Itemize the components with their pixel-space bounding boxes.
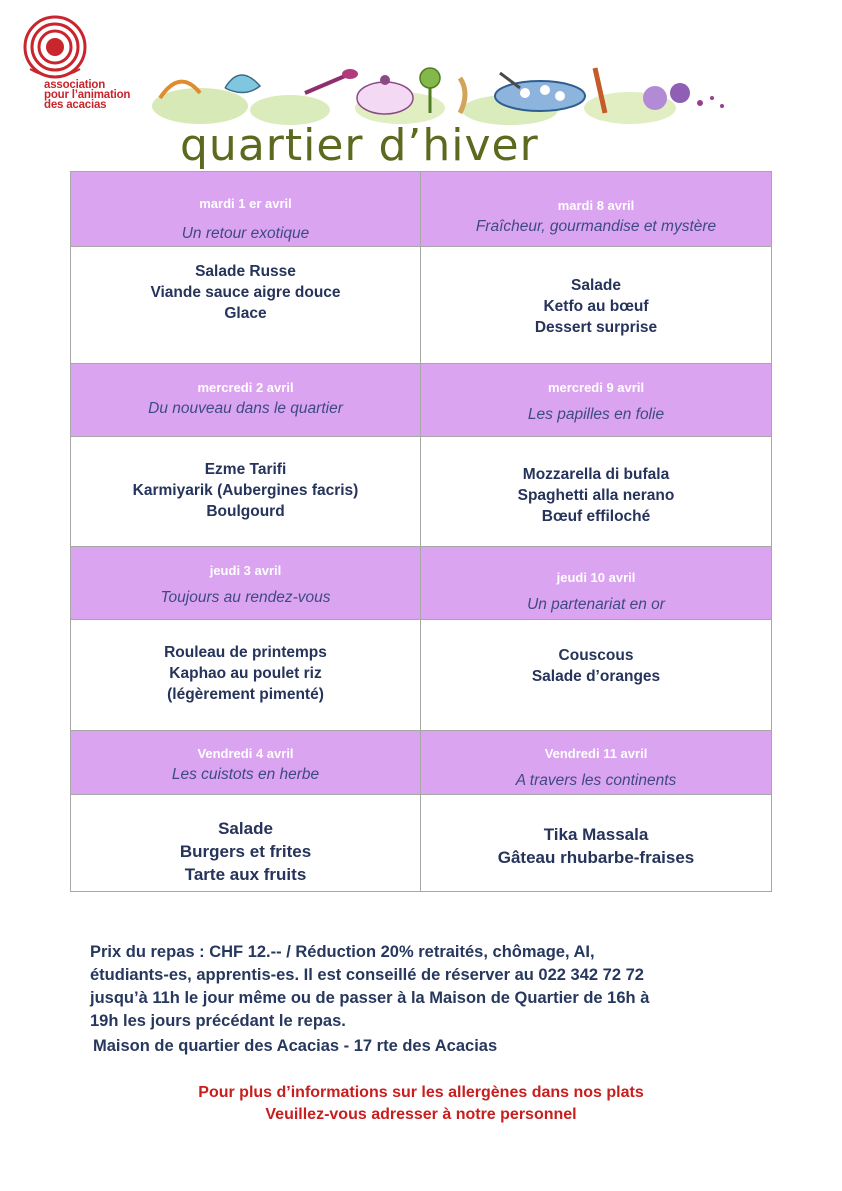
dish-item: Salade	[571, 277, 621, 294]
date-row	[71, 172, 771, 247]
day-theme: Les papilles en folie	[527, 406, 665, 423]
teapot-icon	[357, 82, 413, 114]
dish-cell	[71, 620, 421, 731]
dish-list	[71, 459, 420, 522]
dish-item: Rouleau de printemps	[164, 644, 327, 661]
dish-item: Tika Massala	[543, 825, 649, 844]
logo-text-line2: pour l’animation	[44, 89, 131, 101]
day-date: mercredi 9 avril	[547, 380, 645, 395]
day-date: mercredi 2 avril	[197, 380, 294, 395]
dish-cell	[71, 247, 421, 364]
dish-list	[421, 464, 771, 527]
day-date: jeudi 3 avril	[209, 563, 282, 578]
date-row	[71, 547, 771, 620]
dish-cell	[71, 795, 421, 891]
dish-item: Mozzarella di bufala	[522, 466, 670, 483]
logo-text-line1: association	[44, 79, 106, 91]
day-date: Vendredi 11 avril	[544, 746, 648, 761]
dish-list	[71, 261, 420, 324]
dish-cell	[421, 437, 771, 547]
day-header-cell	[421, 547, 771, 620]
dish-item: Glace	[224, 305, 267, 322]
dish-item: Karmiyarik (Aubergines facris)	[132, 482, 359, 499]
dish-item: Salade d’oranges	[531, 668, 661, 685]
day-theme: Du nouveau dans le quartier	[148, 400, 343, 417]
price-line: jusqu’à 11h le jour même ou de passer à la Maison de Quartier de 16h à	[90, 989, 650, 1007]
day-header-cell	[71, 731, 421, 795]
dish-item: Boulgourd	[206, 503, 285, 520]
day-theme: Les cuistots en herbe	[171, 766, 320, 783]
dish-item: Spaghetti alla nerano	[517, 487, 675, 504]
day-date: mardi 1 er avril	[199, 196, 292, 211]
day-date: jeudi 10 avril	[556, 570, 636, 585]
dish-item: Couscous	[558, 647, 634, 664]
dish-item: Salade Russe	[195, 263, 296, 280]
day-header-cell	[421, 731, 771, 795]
page-title: quartier d’hiver	[180, 120, 539, 171]
price-line: 19h les jours précédant le repas.	[90, 1012, 346, 1030]
dish-cell	[71, 437, 421, 547]
allergen-line: Pour plus d’informations sur les allergènes dans nos plats	[198, 1084, 644, 1101]
dish-row	[71, 247, 771, 364]
day-date: mardi 8 avril	[557, 198, 635, 213]
price-info	[90, 941, 790, 1033]
date-row	[71, 731, 771, 795]
allergen-notice	[70, 1082, 772, 1126]
day-header-cell	[421, 364, 771, 437]
spiral-logo-icon	[20, 14, 90, 84]
organization-logo	[18, 12, 148, 117]
dish-item: (légèrement pimenté)	[167, 686, 324, 703]
dish-item: Viande sauce aigre douce	[150, 284, 341, 301]
date-row	[71, 364, 771, 437]
dish-item: Ketfo au bœuf	[543, 298, 649, 315]
dish-item: Kaphao au poulet riz	[169, 665, 322, 682]
day-header-cell	[71, 172, 421, 247]
dish-item: Ezme Tarifi	[204, 461, 287, 478]
day-theme: Un retour exotique	[181, 225, 310, 242]
whisk-icon	[460, 78, 465, 113]
dish-list	[71, 817, 420, 886]
dish-item: Tarte aux fruits	[184, 865, 307, 884]
day-theme: Un partenariat en or	[527, 596, 665, 613]
dish-row	[71, 795, 771, 891]
weekly-menu-table	[70, 171, 772, 892]
dish-row	[71, 620, 771, 731]
fig-icon	[643, 86, 667, 110]
dish-list	[421, 275, 771, 338]
logo-text-line3: des acacias	[44, 99, 107, 111]
dish-item: Burgers et frites	[179, 842, 312, 861]
dish-list	[71, 642, 420, 705]
dish-item: Dessert surprise	[534, 319, 658, 336]
dish-row	[71, 437, 771, 547]
price-line: étudiants-es, apprentis-es. Il est conseillé de réserver au 022 342 72 72	[90, 966, 644, 984]
dish-cell	[421, 247, 771, 364]
dish-cell	[421, 795, 771, 891]
dish-item: Salade	[218, 819, 273, 838]
dish-item: Gâteau rhubarbe-fraises	[497, 848, 695, 867]
day-theme: Fraîcheur, gourmandise et mystère	[475, 218, 717, 235]
price-line: Prix du repas : CHF 12.-- / Réduction 20% retraités, chômage, AI,	[90, 943, 595, 961]
address: Maison de quartier des Acacias - 17 rte des Acacias	[93, 1037, 498, 1055]
dish-list	[421, 645, 771, 687]
pan-icon	[495, 81, 585, 111]
dish-item: Bœuf effiloché	[541, 508, 651, 525]
day-theme: A travers les continents	[515, 772, 677, 789]
day-header-cell	[71, 547, 421, 620]
banana-icon	[225, 75, 260, 93]
day-theme: Toujours au rendez-vous	[160, 589, 331, 606]
spoon-icon	[305, 76, 345, 93]
broccoli-icon	[420, 68, 440, 88]
dish-list	[421, 823, 771, 869]
allergen-line: Veuillez-vous adresser à notre personnel	[265, 1106, 577, 1123]
day-date: Vendredi 4 avril	[197, 746, 294, 761]
dish-cell	[421, 620, 771, 731]
day-header-cell	[421, 172, 771, 247]
day-header-cell	[71, 364, 421, 437]
